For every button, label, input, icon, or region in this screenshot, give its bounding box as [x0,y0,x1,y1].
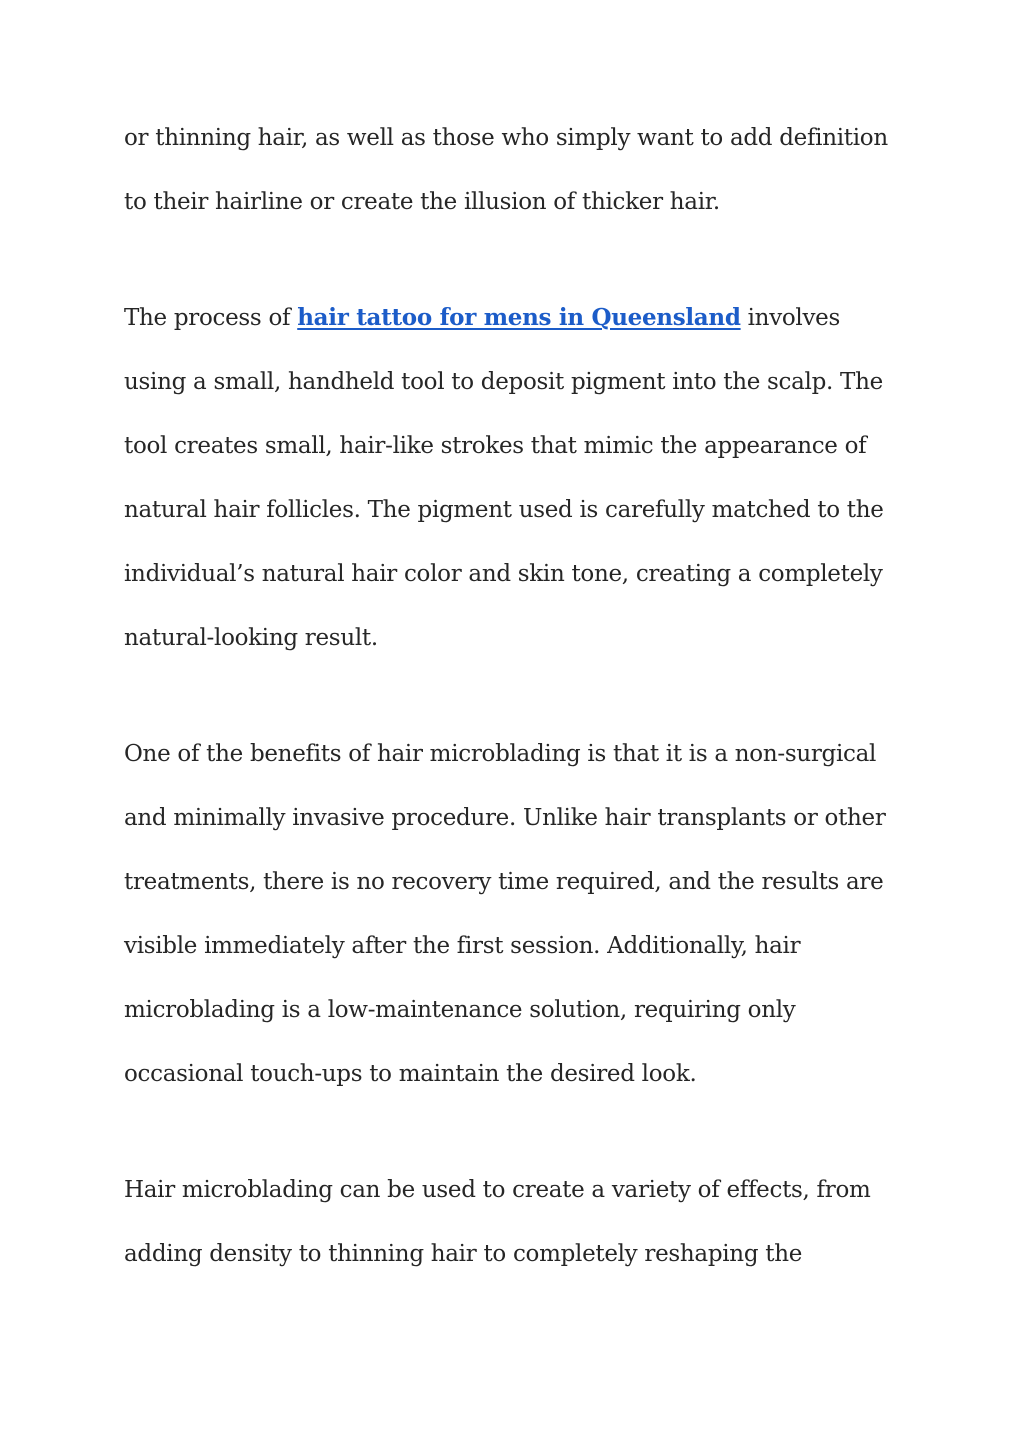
paragraph-3 [124,722,914,1106]
text-line: and minimally invasive procedure. Unlike hair transplants or other [124,805,886,831]
text-line-with-link [124,286,914,350]
text-line: treatments, there is no recovery time required, and the results are [124,869,884,895]
text-line: using a small, handheld tool to deposit pigment into the scalp. The [124,369,883,395]
text-line: natural-looking result. [124,625,378,651]
text-segment: involves [740,305,840,331]
text-line: occasional touch-ups to maintain the desired look. [124,1061,697,1087]
text-line: or thinning hair, as well as those who simply want to add definition [124,125,888,151]
text-segment: The process of [124,305,298,331]
text-line: One of the benefits of hair microblading is that it is a non-surgical [124,741,877,767]
document-page [124,106,914,1338]
hair-tattoo-link[interactable]: hair tattoo for mens in Queensland [297,304,741,331]
paragraph-1 [124,106,914,234]
text-line: adding density to thinning hair to completely reshaping the [124,1241,803,1267]
text-line: visible immediately after the first session. Additionally, hair [124,933,801,959]
text-line: to their hairline or create the illusion of thicker hair. [124,189,720,215]
paragraph-2 [124,286,914,670]
paragraph-4 [124,1158,914,1286]
text-line: microblading is a low-maintenance solution, requiring only [124,997,796,1023]
text-line: tool creates small, hair-like strokes that mimic the appearance of [124,433,867,459]
text-line: Hair microblading can be used to create a variety of effects, from [124,1177,871,1203]
text-line: natural hair follicles. The pigment used is carefully matched to the [124,497,884,523]
text-line: individual’s natural hair color and skin tone, creating a completely [124,561,883,587]
